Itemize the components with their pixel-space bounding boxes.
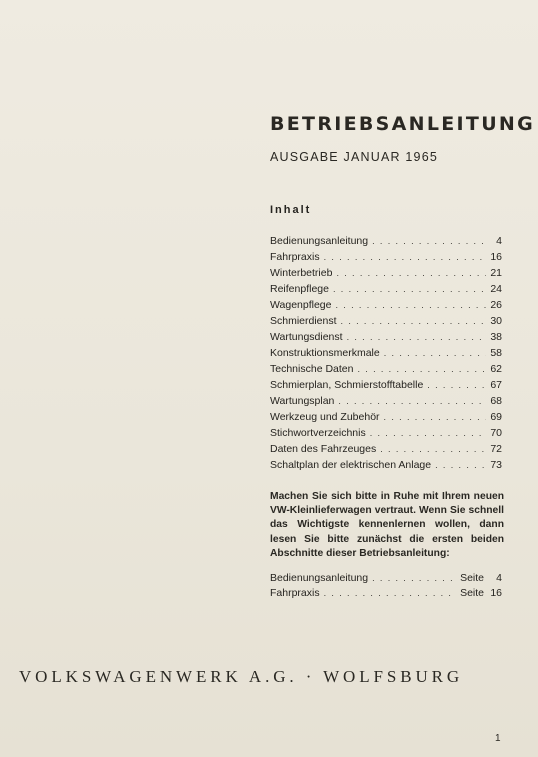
toc-entry (270, 395, 502, 411)
toc-leader-dots (357, 364, 486, 374)
toc-entry-page: 58 (490, 347, 502, 359)
document-title: BETRIEBSANLEITUNG (270, 113, 536, 135)
toc-entry-label: Schaltplan der elektrischen Anlage (270, 459, 432, 471)
table-of-contents (270, 235, 502, 475)
toc-entry-label: Stichwortverzeichnis (270, 427, 366, 439)
toc-entry-label: Winterbetrieb (270, 267, 333, 279)
toc-entry (270, 267, 502, 283)
toc-entry-page: 69 (490, 411, 502, 423)
reference-leader-dots (324, 588, 454, 598)
toc-leader-dots (333, 284, 486, 294)
toc-entry-label: Schmierplan, Schmierstofftabelle (270, 379, 424, 391)
toc-leader-dots (372, 236, 488, 246)
toc-leader-dots (435, 460, 486, 470)
toc-leader-dots (341, 316, 487, 326)
toc-entry-page: 24 (490, 283, 502, 295)
toc-entry (270, 299, 502, 315)
toc-entry-page: 30 (490, 315, 502, 327)
publisher-line: VOLKSWAGENWERK A.G. · WOLFSBURG (19, 667, 464, 686)
toc-entry-label: Bedienungsanleitung (270, 235, 369, 247)
toc-entry (270, 315, 502, 331)
toc-leader-dots (427, 380, 486, 390)
edition-line: AUSGABE JANUAR 1965 (270, 150, 438, 164)
reference-page-number: 16 (490, 587, 502, 599)
toc-entry (270, 363, 502, 379)
quick-reference-list (270, 572, 502, 602)
toc-entry-label: Daten des Fahrzeuges (270, 443, 377, 455)
intro-paragraph: Machen Sie sich bitte in Ruhe mit Ihrem neuen VW-Kleinlieferwagen vertraut. Wenn Sie schnell das Wichtigste kennenlernen wollen, dann lesen Sie bitte zunächst die ersten beiden Abschnitte dieser Betriebsanleitung: (270, 491, 504, 559)
reference-entry (270, 572, 502, 587)
toc-entry-label: Schmierdienst (270, 315, 337, 327)
toc-entry-page: 67 (490, 379, 502, 391)
toc-entry-page: 4 (496, 235, 502, 247)
reference-label: Bedienungsanleitung (270, 572, 369, 584)
toc-entry-page: 16 (490, 251, 502, 263)
toc-entry-label: Wartungsplan (270, 395, 335, 407)
toc-leader-dots (380, 444, 486, 454)
toc-entry (270, 379, 502, 395)
toc-entry (270, 283, 502, 299)
toc-leader-dots (384, 348, 487, 358)
toc-leader-dots (338, 396, 486, 406)
toc-entry-page: 21 (490, 267, 502, 279)
toc-entry-label: Reifenpflege (270, 283, 329, 295)
toc-entry-page: 38 (490, 331, 502, 343)
reference-page-word: Seite (460, 587, 484, 599)
toc-entry (270, 459, 502, 475)
toc-leader-dots (336, 268, 486, 278)
reference-entry (270, 587, 502, 602)
toc-entry-label: Wagenpflege (270, 299, 332, 311)
reference-label: Fahrpraxis (270, 587, 320, 599)
toc-entry-page: 68 (490, 395, 502, 407)
toc-leader-dots (347, 332, 487, 342)
toc-entry-label: Konstruktionsmerkmale (270, 347, 380, 359)
toc-entry-label: Fahrpraxis (270, 251, 320, 263)
toc-leader-dots (336, 300, 487, 310)
page-number: 1 (495, 733, 501, 744)
toc-entry (270, 427, 502, 443)
reference-leader-dots (372, 573, 454, 583)
toc-entry-label: Technische Daten (270, 363, 354, 375)
toc-entry-label: Werkzeug und Zubehör (270, 411, 380, 423)
reference-page-word: Seite (460, 572, 484, 584)
toc-entry-page: 62 (490, 363, 502, 375)
toc-entry-page: 72 (490, 443, 502, 455)
toc-leader-dots (370, 428, 487, 438)
toc-entry-page: 70 (490, 427, 502, 439)
toc-entry (270, 347, 502, 363)
toc-leader-dots (384, 412, 487, 422)
toc-entry (270, 443, 502, 459)
toc-leader-dots (324, 252, 487, 262)
toc-entry (270, 411, 502, 427)
toc-entry (270, 331, 502, 347)
toc-entry-label: Wartungsdienst (270, 331, 343, 343)
toc-entry-page: 73 (490, 459, 502, 471)
contents-heading: Inhalt (270, 204, 312, 216)
toc-entry (270, 251, 502, 267)
reference-page-number: 4 (496, 572, 502, 584)
toc-entry-page: 26 (490, 299, 502, 311)
toc-entry (270, 235, 502, 251)
